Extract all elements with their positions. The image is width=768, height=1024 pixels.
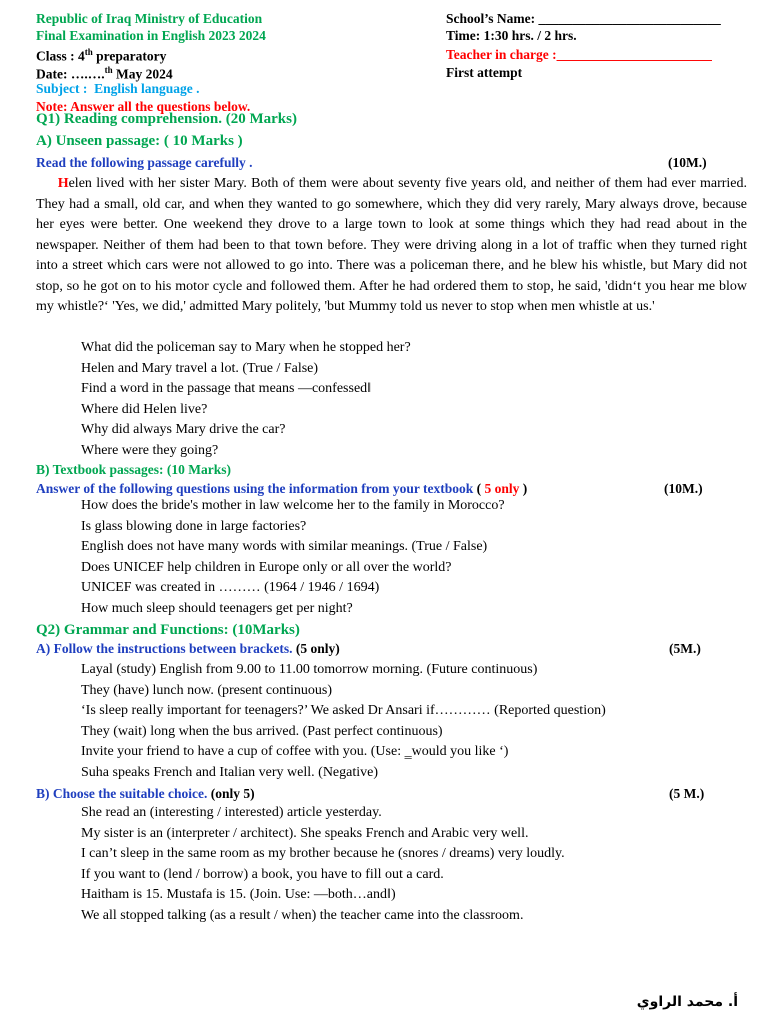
list-item: Where did Helen live? <box>81 401 208 417</box>
list-item: How much sleep should teenagers get per night? <box>81 600 353 616</box>
q1-a-instruction: Read the following passage carefully . <box>36 155 253 170</box>
list-item: ‘Is sleep really important for teenagers?’ We asked Dr Ansari if………… (Reported question) <box>81 703 606 718</box>
q1-b-instruction <box>36 481 527 497</box>
q1-b-marks: (10M.) <box>664 481 703 496</box>
list-item: Where were they going? <box>81 442 219 458</box>
q1-a-question-list <box>81 338 411 461</box>
q2-b-marks: (5 M.) <box>669 786 705 801</box>
paren-close: ) <box>519 481 528 496</box>
list-item: They (have) lunch now. (present continuous) <box>81 682 333 698</box>
list-item: My sister is an (interpreter / architect). She speaks French and Arabic very well. <box>81 825 529 841</box>
list-item: Does UNICEF help children in Europe only or all over the world? <box>81 559 452 575</box>
header-exam-title: Final Examination in English 2023 2024 <box>36 28 266 43</box>
subject-value: English language . <box>94 81 200 96</box>
list-item: She read an (interesting / interested) article yesterday. <box>81 805 382 820</box>
passage-dropcap: H <box>57 176 69 191</box>
q1-a-marks: (10M.) <box>668 155 707 170</box>
list-item: Invite your friend to have a cup of coffee with you. (Use: ‗would you like ‘) <box>81 744 509 759</box>
header-ministry: Republic of Iraq Ministry of Education <box>36 11 263 26</box>
list-item: Is glass blowing done in large factories? <box>81 518 307 534</box>
class-sup: th <box>84 47 93 57</box>
class-suffix: preparatory <box>92 48 167 64</box>
header-note: Note: Answer all the questions below. <box>36 99 251 114</box>
header-subject <box>36 80 200 98</box>
q2-b-only: (only 5) <box>207 786 255 801</box>
list-item: Why did always Mary drive the car? <box>81 422 286 437</box>
list-item: Suha speaks French and Italian very well. (Negative) <box>81 764 379 780</box>
attempt-label: First attempt <box>446 65 523 80</box>
q2-b-instruction <box>36 786 255 802</box>
q2-title: Q2) Grammar and Functions: (10Marks) <box>36 622 300 638</box>
exam-time: Time: 1:30 hrs. / 2 hrs. <box>446 28 577 43</box>
q2-a-only: (5 only) <box>292 641 340 656</box>
date-suffix: May 2024 <box>112 66 173 82</box>
passage-text: elen lived with her sister Mary. Both of them were about seventy five years old, and neither of them had ever married. They had a small, old car, and when they wanted to go somewhere, which they did very rarely, Mary always drove, because her eyes were better. One weekend they drove to a large town to look at some things which they had read about in the newspaper. Neither of them had been to that town before. They were driving along in a lot of traffic when they turned right into a street which cars were not allowed to go into. There was a policeman there, and he blew his whistle, but Mary did not stop, so he got on to his motor cycle and followed them. After he had ordered them to stop, he said, 'didn‘t you hear me blow my whistle?‘ 'Yes, we did,' admitted Mary politely, 'but Mummy told us never to stop when men whistle at us.' <box>36 176 747 314</box>
list-item: We all stopped talking (as a result / when) the teacher came into the classroom. <box>81 907 524 923</box>
school-name-field: School’s Name: ___________________________ <box>446 11 721 26</box>
q1-b-question-list <box>81 496 505 619</box>
list-item: Haitham is 15. Mustafa is 15. (Join. Use: ―both…and‖) <box>81 887 396 902</box>
date-prefix: Date: ….…. <box>36 66 105 82</box>
list-item: English does not have many words with similar meanings. (True / False) <box>81 539 488 554</box>
reading-passage <box>36 174 747 318</box>
list-item: They (wait) long when the bus arrived. (Past perfect continuous) <box>81 723 443 739</box>
date-sup: th <box>104 65 113 75</box>
q2-b-instruction-text: B) Choose the suitable choice. <box>36 786 208 801</box>
q1-b-instruction-text: Answer of the following questions using the information from your textbook <box>36 481 474 496</box>
list-item: How does the bride's mother in law welcome her to the family in Morocco? <box>81 498 505 513</box>
q2-a-instruction-text: A) Follow the instructions between brackets. <box>36 641 293 656</box>
q1-b-title: B) Textbook passages: (10 Marks) <box>36 462 232 477</box>
list-item: Helen and Mary travel a lot. (True / False) <box>81 360 319 376</box>
q1-title: Q1) Reading comprehension. (20 Marks) <box>36 111 297 127</box>
q2-a-item-list <box>81 660 606 783</box>
teacher-field: Teacher in charge :_______________________ <box>446 47 712 62</box>
teacher-signature: أ. محمد الراوي <box>636 994 738 1010</box>
list-item: Layal (study) English from 9.00 to 11.00 tomorrow morning. (Future continuous) <box>81 662 538 677</box>
q2-b-item-list <box>81 803 565 926</box>
list-item: UNICEF was created in ……… (1964 / 1946 / 1694) <box>81 580 380 595</box>
paren-open: ( <box>473 481 485 496</box>
subject-label: Subject : <box>36 81 88 96</box>
q2-a-marks: (5M.) <box>669 641 701 656</box>
list-item: Find a word in the passage that means ―confessed‖ <box>81 381 372 396</box>
q1-b-only: 5 only <box>484 481 520 496</box>
list-item: If you want to (lend / borrow) a book, you have to fill out a card. <box>81 866 444 882</box>
list-item: What did the policeman say to Mary when he stopped her? <box>81 340 411 355</box>
q1-a-title: A) Unseen passage: ( 10 Marks ) <box>36 133 243 149</box>
class-prefix: Class : 4 <box>36 48 85 64</box>
list-item: I can’t sleep in the same room as my brother because he (snores / dreams) very loudly. <box>81 846 565 861</box>
q2-a-instruction <box>36 641 340 657</box>
